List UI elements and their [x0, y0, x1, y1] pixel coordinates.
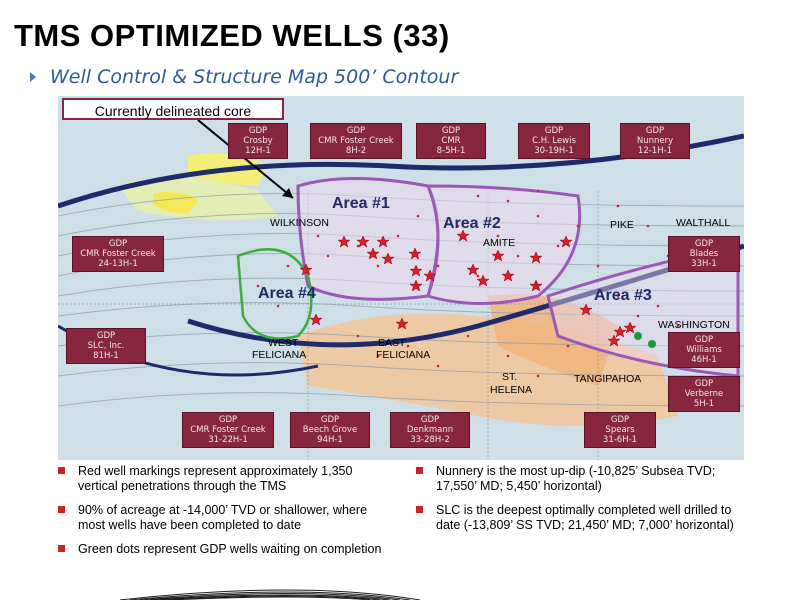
- parish-east: EAST: [378, 337, 406, 349]
- core-label-box: Currently delineated core: [62, 98, 284, 120]
- well-label-crosby: GDP Crosby 12H-1: [228, 123, 288, 159]
- area-4-label: Area #4: [258, 285, 316, 302]
- subtitle-row: [30, 66, 458, 88]
- well-label-williams: GDP Williams 46H-1: [668, 332, 740, 368]
- note-left-3: Green dots represent GDP wells waiting on completion: [52, 542, 382, 557]
- note-left-2: 90% of acreage at -14,000’ TVD or shallower, where most wells have been completed to date: [52, 503, 382, 533]
- note-right-2: SLC is the deepest optimally completed well drilled to date (-13,809’ SS TVD; 21,450’ MD; 7,000’ horizontal): [410, 503, 735, 533]
- well-label-slc-inc: GDP SLC, Inc. 81H-1: [66, 328, 146, 364]
- parish-st: ST.: [502, 371, 518, 383]
- parish-st-helena: HELENA: [490, 384, 533, 396]
- parish-east-feliciana: FELICIANA: [376, 349, 431, 361]
- page-title: TMS OPTIMIZED WELLS (33): [14, 18, 450, 53]
- parish-west-feliciana: FELICIANA: [252, 349, 307, 361]
- map-subtitle: Well Control & Structure Map 500’ Contour: [50, 66, 459, 88]
- well-label-cmr-foster-creek-8h2: GDP CMR Foster Creek 8H-2: [310, 123, 402, 159]
- parish-pike: PIKE: [610, 219, 634, 231]
- well-label-beech-grove: GDP Beech Grove 94H-1: [290, 412, 370, 448]
- well-label-nunnery: GDP Nunnery 12-1H-1: [620, 123, 690, 159]
- well-label-denkmann: GDP Denkmann 33-28H-2: [390, 412, 470, 448]
- well-label-cmr-foster-creek-24-13h1: GDP CMR Foster Creek 24-13H-1: [72, 236, 164, 272]
- notes-right: [410, 464, 735, 542]
- well-label-cmr-8-5h1: GDP CMR 8-5H-1: [416, 123, 486, 159]
- parish-washington: WASHINGTON: [658, 319, 730, 331]
- well-label-ch-lewis: GDP C.H. Lewis 30-19H-1: [518, 123, 590, 159]
- parish-amite: AMITE: [483, 237, 516, 249]
- decorative-swoosh: [0, 540, 800, 600]
- well-label-blades: GDP Blades 33H-1: [668, 236, 740, 272]
- well-label-cmr-foster-creek-31-22h1: GDP CMR Foster Creek 31-22H-1: [182, 412, 274, 448]
- parish-tangipahoa: TANGIPAHOA: [574, 373, 642, 385]
- parish-west: WEST: [268, 337, 299, 349]
- parish-walthall: WALTHALL: [676, 217, 731, 229]
- note-right-1: Nunnery is the most up-dip (-10,825’ Subsea TVD; 17,550’ MD; 5,450’ horizontal): [410, 464, 735, 494]
- bullet-arrow-icon: [30, 72, 36, 82]
- area-1-label: Area #1: [332, 195, 390, 212]
- well-label-spears: GDP Spears 31-6H-1: [584, 412, 656, 448]
- area-2-label: Area #2: [443, 215, 501, 232]
- area-3-label: Area #3: [594, 287, 652, 304]
- well-label-verberne: GDP Verberne 5H-1: [668, 376, 740, 412]
- note-left-1: Red well markings represent approximately 1,350 vertical penetrations through the TMS: [52, 464, 382, 494]
- parish-wilkinson: WILKINSON: [270, 217, 329, 229]
